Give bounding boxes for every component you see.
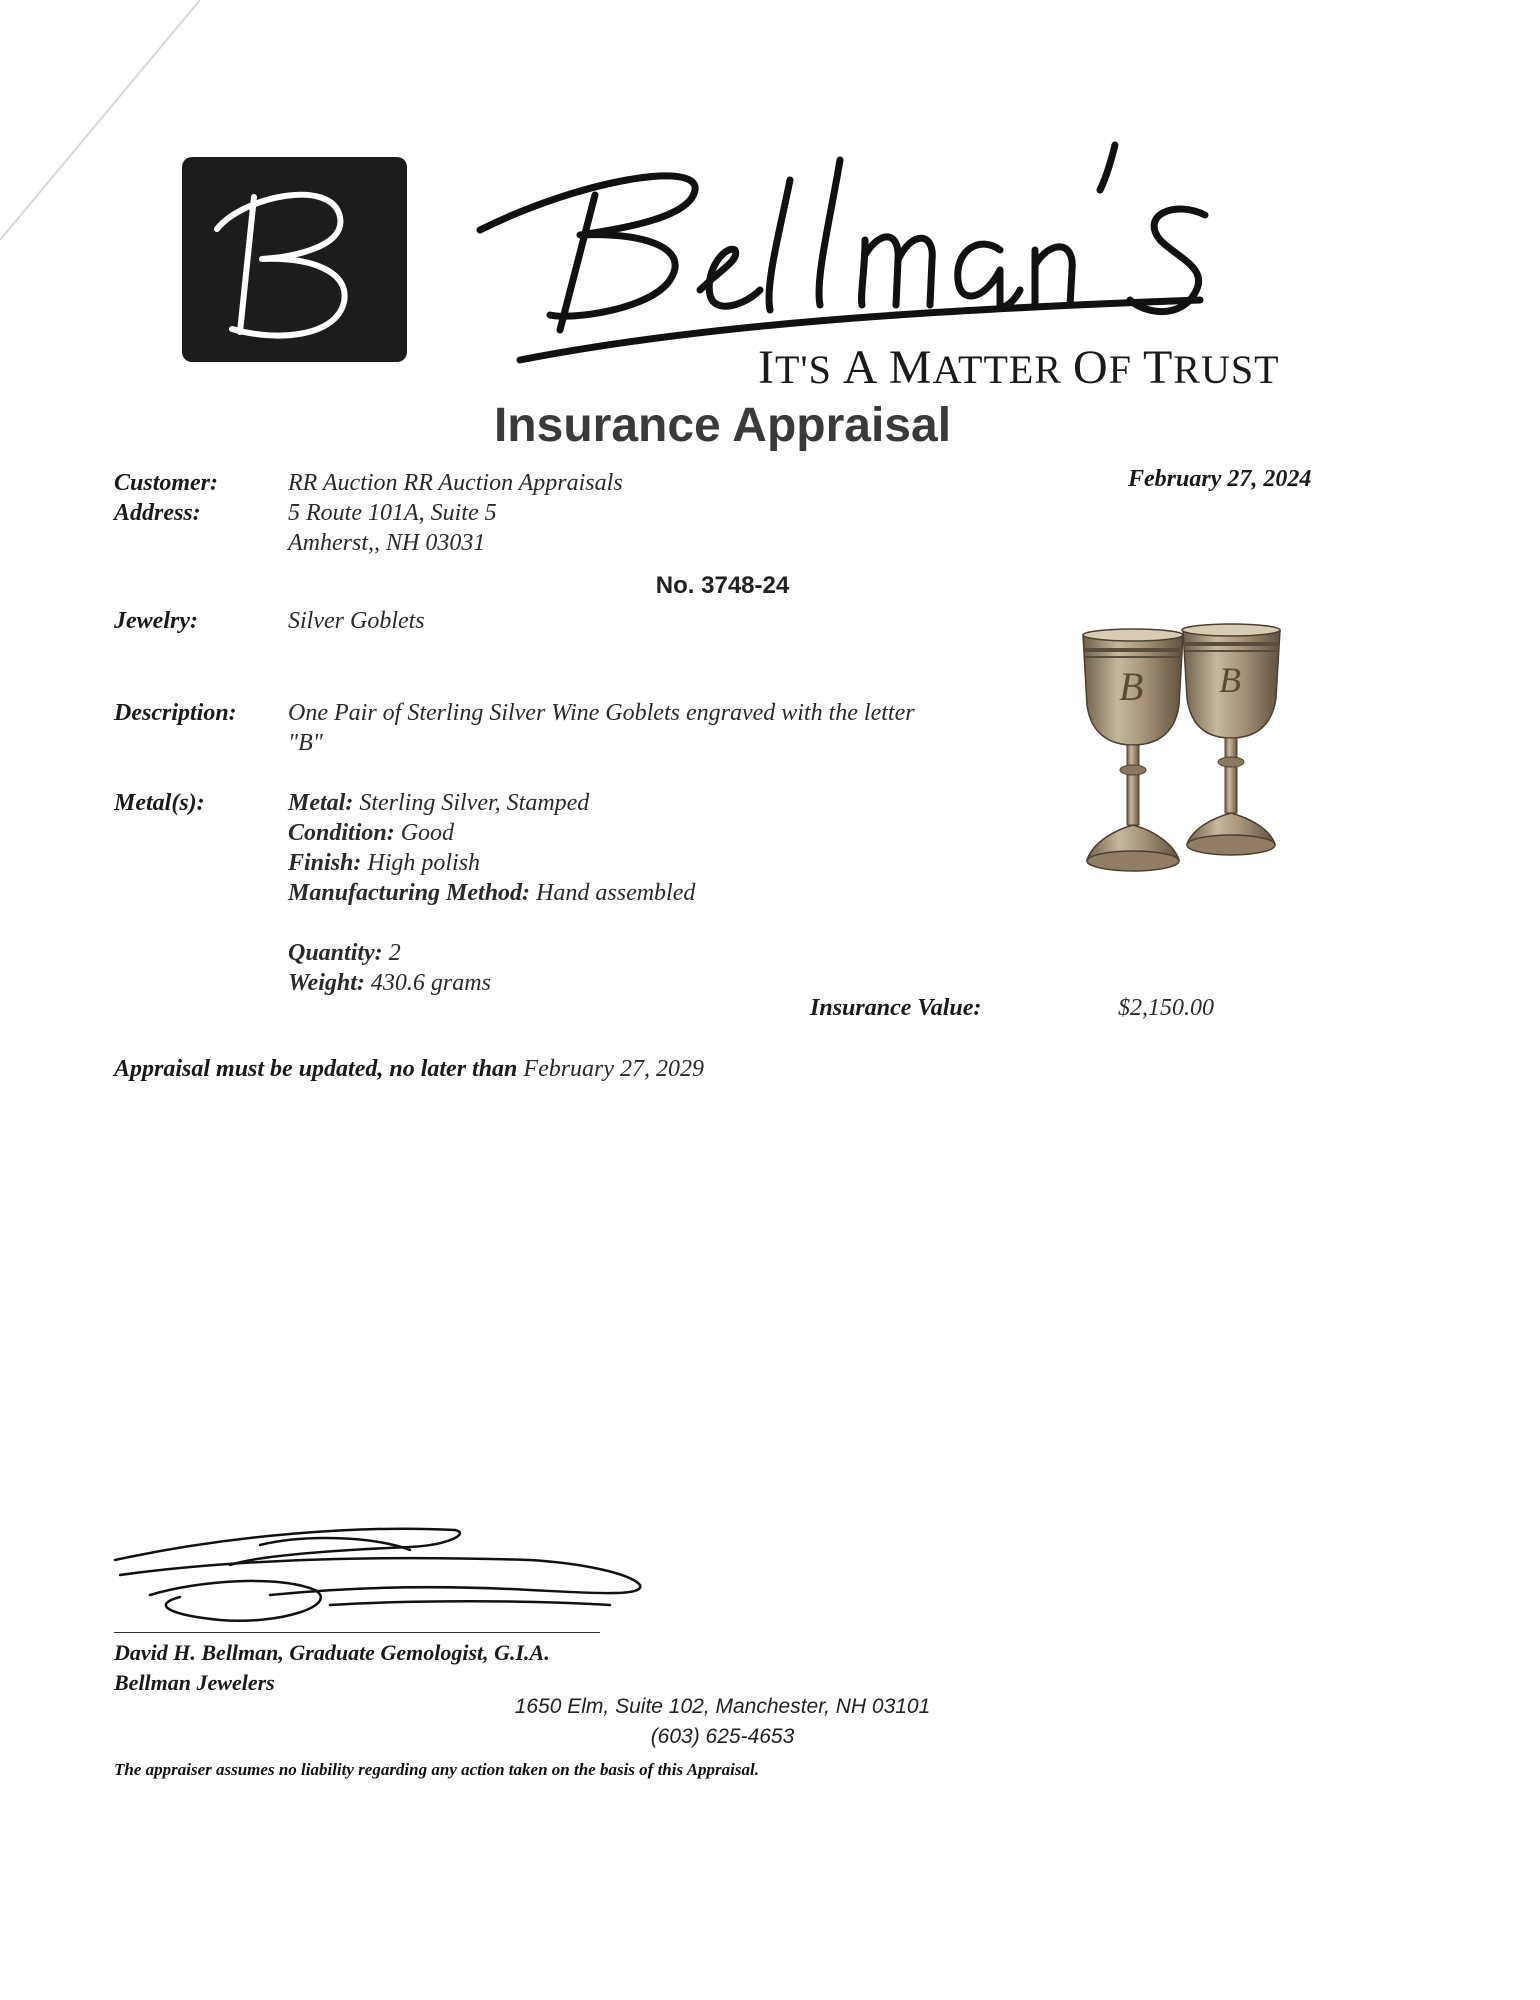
signatory-company: Bellman Jewelers: [114, 1670, 275, 1695]
metals-label: Metal(s):: [114, 790, 205, 816]
condition-key: Condition:: [288, 820, 395, 846]
logo-box: [182, 157, 407, 362]
goblet-left-engraving: B: [1119, 664, 1144, 709]
appraisal-number: No. 3748-24: [655, 572, 790, 599]
tagline: IT'S A MATTER OF TRUST: [758, 341, 1280, 394]
insurance-value-label: Insurance Value:: [810, 995, 982, 1021]
footer-address: 1650 Elm, Suite 102, Manchester, NH 03101: [514, 1695, 931, 1718]
finish-value: High polish: [367, 850, 481, 876]
description-label: Description:: [114, 700, 237, 726]
finish-row: [288, 850, 480, 877]
logo-b-monogram: [182, 157, 407, 362]
metal-value: Sterling Silver, Stamped: [359, 790, 590, 816]
goblet-right-engraving: B: [1219, 660, 1241, 700]
address-label: Address:: [114, 500, 201, 526]
manufacturing-row: [288, 880, 695, 907]
document-title: Insurance Appraisal: [493, 399, 952, 452]
finish-key: Finish:: [288, 850, 362, 876]
weight-key: Weight:: [288, 970, 365, 996]
footer-contact: [0, 1692, 1445, 1752]
signatory-name: David H. Bellman, Graduate Gemologist, G.I.A.: [114, 1640, 550, 1665]
goblets-photo: [1075, 620, 1290, 885]
update-notice-date: February 27, 2029: [523, 1056, 705, 1082]
weight-row: [288, 970, 491, 997]
description-line-2: "B": [288, 730, 323, 756]
customer-value: RR Auction RR Auction Appraisals: [288, 470, 623, 496]
signature: [110, 1505, 670, 1630]
manufacturing-value: Hand assembled: [536, 880, 696, 906]
quantity-row: [288, 940, 401, 967]
jewelry-label: Jewelry:: [114, 608, 198, 634]
quantity-value: 2: [388, 940, 401, 966]
metal-row: [288, 790, 589, 817]
weight-value: 430.6 grams: [370, 970, 491, 996]
condition-value: Good: [400, 820, 455, 846]
customer-label: Customer:: [114, 470, 219, 496]
jewelry-value: Silver Goblets: [288, 608, 425, 634]
address-line-1: 5 Route 101A, Suite 5: [288, 500, 497, 526]
quantity-key: Quantity:: [288, 940, 383, 966]
address-line-2: Amherst,, NH 03031: [288, 530, 486, 556]
metal-key: Metal:: [288, 790, 354, 816]
appraisal-date: February 27, 2024: [1128, 466, 1312, 492]
signature-line: [114, 1632, 600, 1633]
goblet-left: [1083, 629, 1183, 871]
update-notice: [114, 1056, 704, 1083]
description-line-1: One Pair of Sterling Silver Wine Goblets engraved with the letter: [288, 700, 915, 726]
insurance-value-amount: $2,150.00: [1118, 995, 1214, 1021]
update-notice-label: Appraisal must be updated, no later than: [114, 1056, 518, 1082]
goblet-right: [1182, 624, 1280, 855]
liability-disclaimer: The appraiser assumes no liability regarding any action taken on the basis of this Appraisal.: [114, 1760, 759, 1779]
footer-phone: (603) 625-4653: [650, 1725, 795, 1748]
condition-row: [288, 820, 454, 847]
manufacturing-key: Manufacturing Method:: [288, 880, 531, 906]
